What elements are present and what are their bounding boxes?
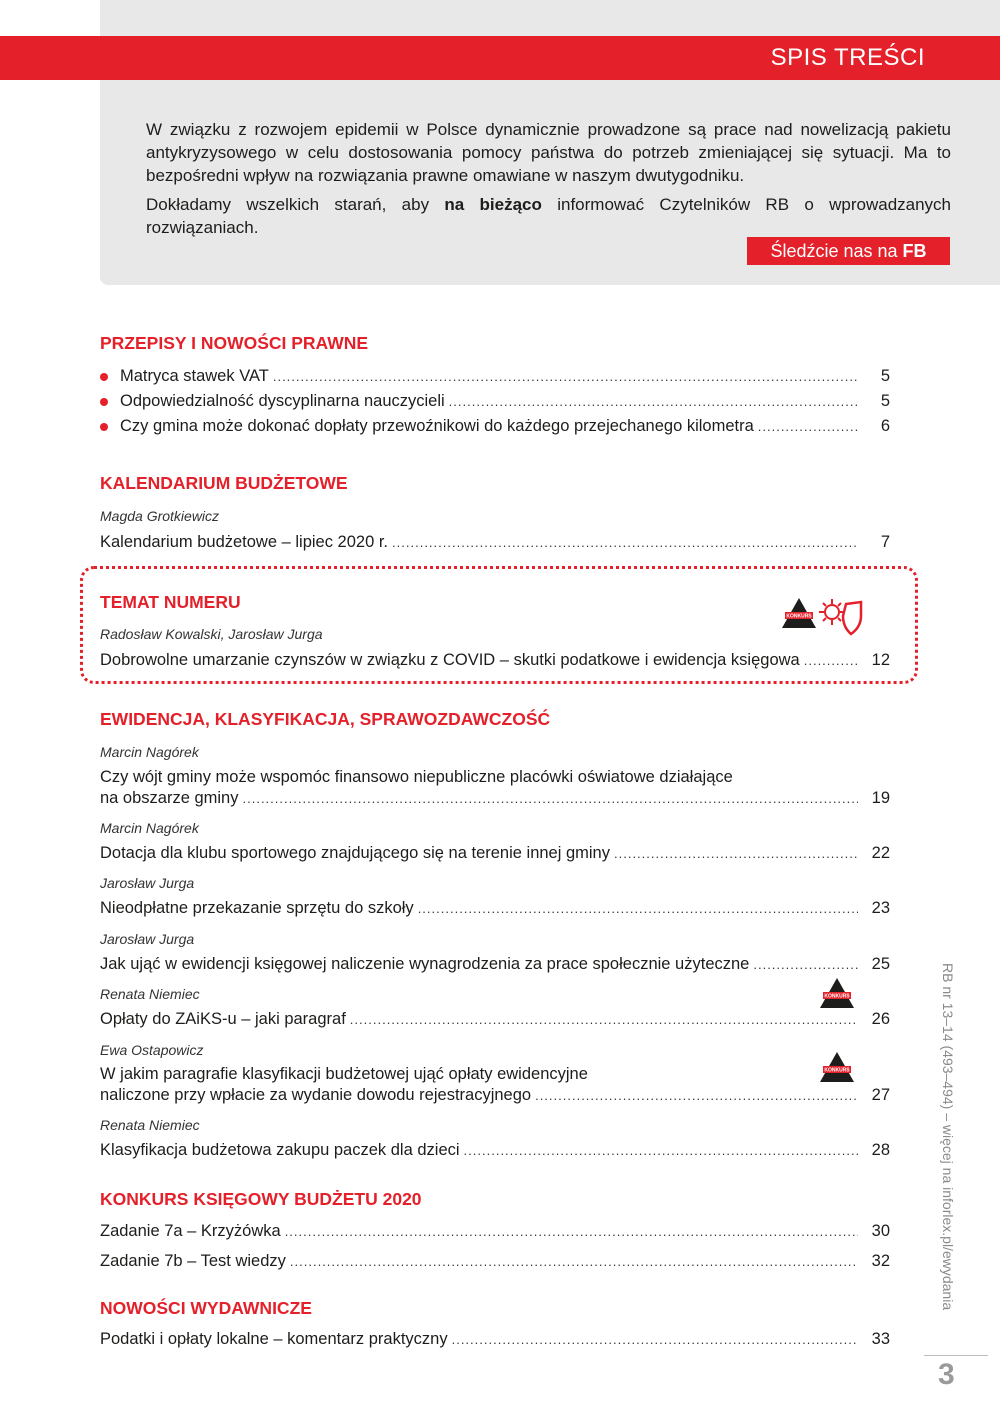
author: Marcin Nagórek [100,744,199,760]
svg-text:KONKURS: KONKURS [824,1067,850,1074]
issue-sidebar [940,963,960,1323]
page-title: SPIS TREŚCI [770,44,925,71]
author: Renata Niemiec [100,986,200,1002]
toc-entry[interactable]: Podatki i opłaty lokalne – komentarz praktyczny ..... 33 [100,1329,890,1350]
toc-entry[interactable]: Nieodpłatne przekazanie sprzętu do szkoły ..... 23 [100,898,890,919]
toc-entry[interactable]: Odpowiedzialność dyscyplinarna nauczycieli ..... 5 [120,391,890,412]
toc-entry[interactable]: W jakim paragrafie klasyfikacji budżetowej ująć opłaty ewidencyjne naliczone przy wpłacie za wydanie dowodu rejestracyjnego ..... 27 [100,1064,890,1106]
intro-text [146,118,951,245]
bullet-icon [100,398,108,406]
toc-entry[interactable]: Zadanie 7b – Test wiedzy ..... 32 [100,1251,890,1272]
toc-entry[interactable]: Czy wójt gminy może wspomóc finansowo niepubliczne placówki oświatowe działające na obszarze gminy ..... 19 [100,767,890,809]
author: Ewa Ostapowicz [100,1042,204,1058]
author: Magda Grotkiewicz [100,508,220,524]
bullet-icon [100,373,108,381]
author: Radosław Kowalski, Jarosław Jurga [100,626,323,642]
toc-entry[interactable]: Dobrowolne umarzanie czynszów w związku z COVID – skutki podatkowe i ewidencja księgowa ..... 12 [100,650,890,671]
issue-info[interactable]: RB nr 13–14 (493–494) – więcej na inforlex.pl/ewydania [940,963,956,1311]
toc-entry[interactable]: Jak ująć w ewidencji księgowej naliczenie wynagrodzenia za prace społecznie użyteczne ..... 25 [100,954,890,975]
svg-text:KONKURS: KONKURS [824,993,850,1000]
konkurs-badge-icon [820,978,854,1008]
toc-entry[interactable]: Klasyfikacja budżetowa zakupu paczek dla dzieci ..... 28 [100,1140,890,1161]
section-title-temat: TEMAT NUMERU [100,592,241,612]
toc-entry[interactable]: Zadanie 7a – Krzyżówka ..... 30 [100,1221,890,1242]
toc-entry[interactable]: Matryca stawek VAT ..... 5 [120,366,890,387]
page-number: 3 [938,1358,955,1391]
covid-shield-icon [818,596,864,636]
section-title-nowosci: NOWOŚCI WYDAWNICZE [100,1298,312,1318]
section-title-konkurs: KONKURS KSIĘGOWY BUDŻETU 2020 [100,1189,422,1209]
svg-text:KONKURS: KONKURS [786,613,812,620]
konkurs-badge-icon [782,598,816,628]
section-title-ewidencja: EWIDENCJA, KLASYFIKACJA, SPRAWOZDAWCZOŚĆ [100,709,551,729]
author: Jarosław Jurga [100,931,195,947]
intro-paragraph-1: W związku z rozwojem epidemii w Polsce dynamicznie prowadzone są prace nad nowelizacją pakietu antykryzysowego w celu dostosowania pomocy państwa do potrzeb zmieniającej się sytuacji. Ma to bezpośredni wpływ na rozwiązania prawne omawiane w naszym dwutygodniku. [146,120,951,185]
bullet-icon [100,423,108,431]
author: Marcin Nagórek [100,820,199,836]
follow-fb-button[interactable]: Śledźcie nas na FB [747,237,950,265]
toc-entry[interactable]: Opłaty do ZAiKS-u – jaki paragraf ..... 26 [100,1009,890,1030]
author: Renata Niemiec [100,1117,200,1133]
divider [924,1355,988,1356]
author: Jarosław Jurga [100,875,195,891]
section-title-kalendarium: KALENDARIUM BUDŻETOWE [100,473,348,493]
intro-paragraph-2: Dokładamy wszelkich starań, aby na bieżąco informować Czytelników RB o wprowadzanych rozwiązaniach. [146,195,952,237]
toc-entry[interactable]: Dotacja dla klubu sportowego znajdującego się na terenie innej gminy ..... 22 [100,843,890,864]
toc-entry[interactable]: Czy gmina może dokonać dopłaty przewoźnikowi do każdego przejechanego kilometra ..... 6 [120,416,890,437]
section-title-przepisy: PRZEPISY I NOWOŚCI PRAWNE [100,333,369,353]
toc-entry[interactable]: Kalendarium budżetowe – lipiec 2020 r. ..... 7 [100,532,890,553]
